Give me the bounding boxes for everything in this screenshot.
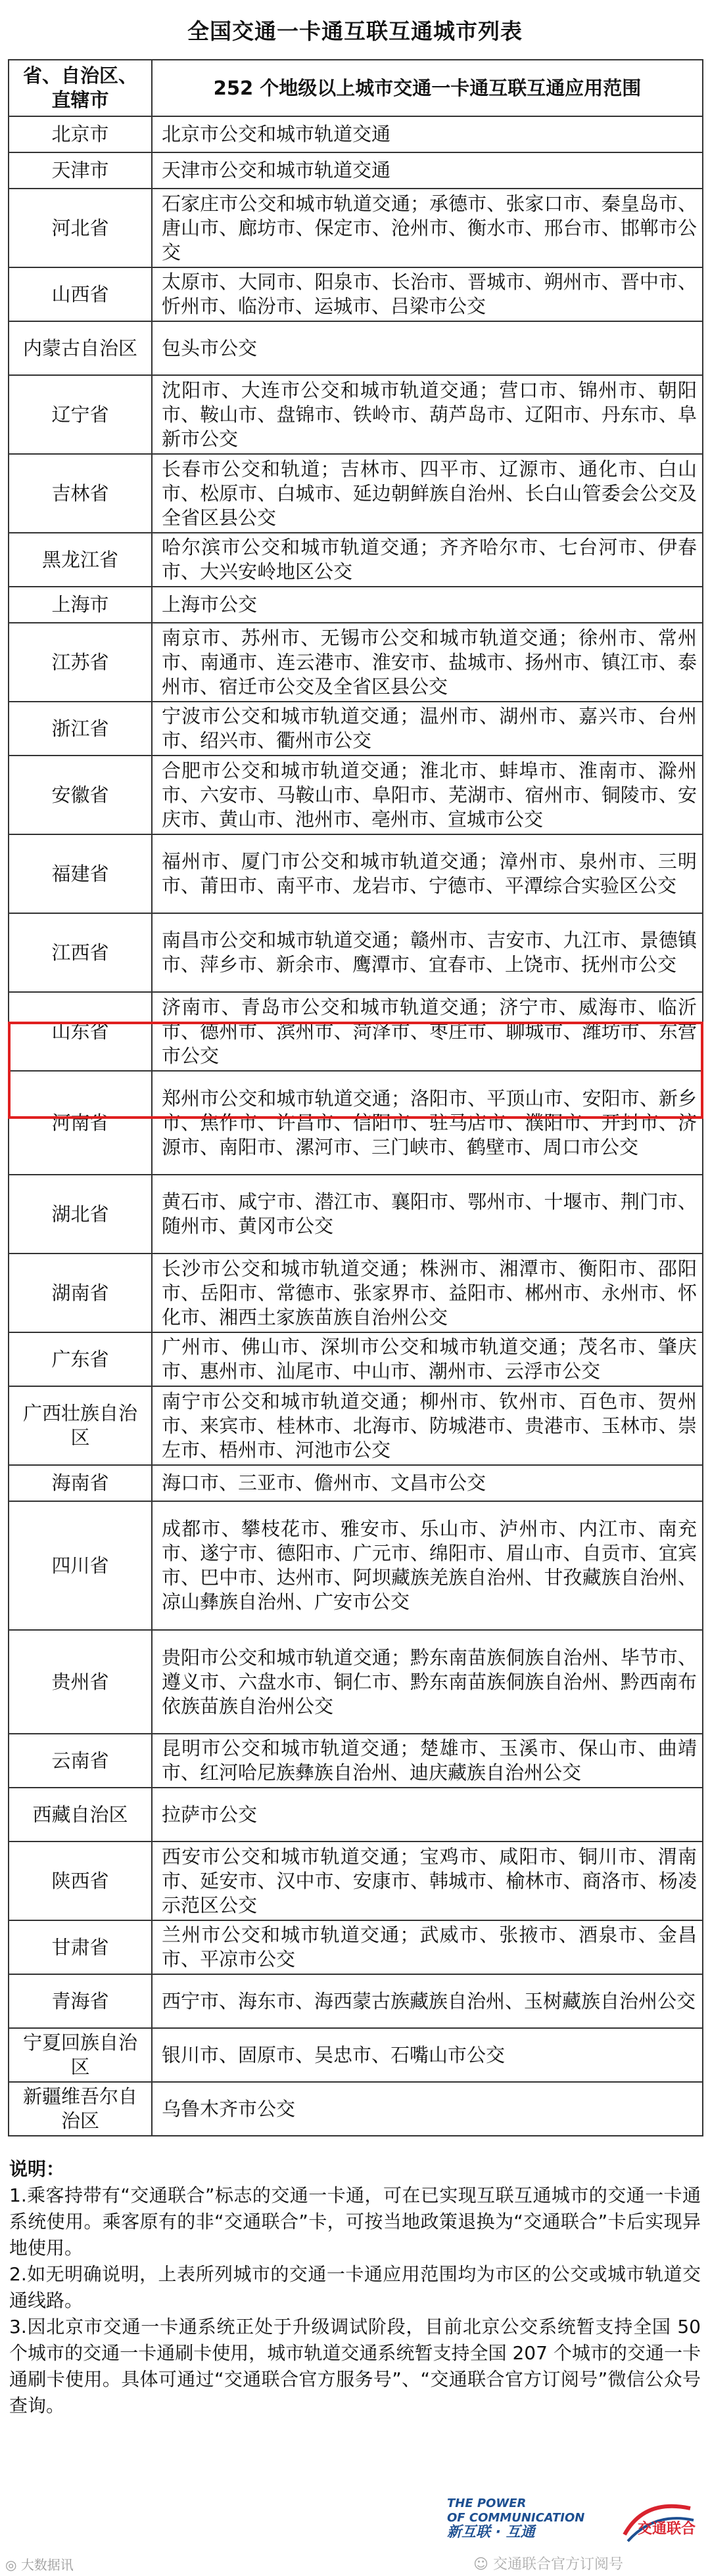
table-row [9,913,703,992]
scope-cell: 西安市公交和城市轨道交通；宝鸡市、咸阳市、铜川市、渭南市、延安市、汉中市、安康市、韩城市、榆林市、商洛市、杨凌示范区公交 [152,1842,703,1920]
province-cell: 北京市 [9,116,152,152]
note-item: 1.乘客持带有“交通联合”标志的交通一卡通，可在已实现互联互通城市的交通一卡通系统使用。乘客原有的非“交通联合”卡，可按当地政策退换为“交通联合”卡后实现异地使用。 [9,2184,701,2259]
scope-cell: 石家庄市公交和城市轨道交通；承德市、张家口市、秦皇岛市、唐山市、廊坊市、保定市、沧州市、衡水市、邢台市、邯郸市公交 [152,189,703,267]
scope-cell: 北京市公交和城市轨道交通 [152,116,703,152]
province-cell: 甘肃省 [9,1920,152,1974]
scope-cell: 拉萨市公交 [152,1788,703,1842]
province-cell: 四川省 [9,1501,152,1630]
province-cell: 山东省 [9,992,152,1071]
table-row [9,1842,703,1920]
scope-cell: 海口市、三亚市、儋州市、文昌市公交 [152,1465,703,1501]
table-row [9,1254,703,1332]
scope-cell: 沈阳市、大连市公交和城市轨道交通；营口市、锦州市、朝阳市、鞍山市、盘锦市、铁岭市、葫芦岛市、辽阳市、丹东市、阜新市公交 [152,375,703,454]
province-cell: 西藏自治区 [9,1788,152,1842]
table-row [9,189,703,267]
table-row [9,587,703,623]
province-cell: 吉林省 [9,454,152,533]
province-cell: 湖北省 [9,1175,152,1254]
scope-cell: 包头市公交 [152,321,703,375]
table-row [9,321,703,375]
table-row [9,152,703,189]
province-cell: 河北省 [9,189,152,267]
scope-cell: 贵阳市公交和城市轨道交通；黔东南苗族侗族自治州、毕节市、遵义市、六盘水市、铜仁市、黔东南苗族侗族自治州、黔西南布依族苗族自治州公交 [152,1630,703,1734]
table-row [9,1071,703,1175]
slogan-line: THE POWER [447,2497,527,2510]
scope-cell: 成都市、攀枝花市、雅安市、乐山市、泸州市、内江市、南充市、遂宁市、德阳市、广元市、绵阳市、眉山市、自贡市、宜宾市、巴中市、达州市、阿坝藏族羌族自治州、甘孜藏族自治州、凉山彝族自治州、广安市公交 [152,1501,703,1630]
scope-cell: 上海市公交 [152,587,703,623]
province-cell: 新疆维吾尔自治区 [9,2082,152,2136]
table-row [9,267,703,321]
scope-cell: 南京市、苏州市、无锡市公交和城市轨道交通；徐州市、常州市、南通市、连云港市、淮安市、盐城市、扬州市、镇江市、泰州市、宿迁市公交及全省区县公交 [152,623,703,702]
source-text: 大数据讯 [20,2557,74,2573]
table-row [9,1175,703,1254]
page-title: 全国交通一卡通互联互通城市列表 [187,18,523,44]
scope-cell: 西宁市、海东市、海西蒙古族藏族自治州、玉树藏族自治州公交 [152,1974,703,2028]
province-cell: 福建省 [9,834,152,913]
brand-text: 新互联 · 互通 [447,2524,535,2541]
table-row [9,702,703,756]
table-row [9,375,703,454]
scope-cell: 长沙市公交和城市轨道交通；株洲市、湘潭市、衡阳市、邵阳市、岳阳市、常德市、张家界市、益阳市、郴州市、永州市、怀化市、湘西土家族苗族自治州公交 [152,1254,703,1332]
province-cell: 浙江省 [9,702,152,756]
province-cell: 江苏省 [9,623,152,702]
wechat-icon: ☺ [473,2556,488,2573]
scope-cell: 太原市、大同市、阳泉市、长治市、晋城市、朔州市、晋中市、忻州市、临汾市、运城市、吕梁市公交 [152,267,703,321]
table-row [9,1630,703,1734]
province-cell: 上海市 [9,587,152,623]
province-cell: 辽宁省 [9,375,152,454]
svg-text:交通联合: 交通联合 [638,2521,696,2537]
province-cell: 黑龙江省 [9,533,152,587]
scope-cell: 郑州市公交和城市轨道交通；洛阳市、平顶山市、安阳市、新乡市、焦作市、许昌市、信阳市、驻马店市、濮阳市、开封市、济源市、南阳市、漯河市、三门峡市、鹤壁市、周口市公交 [152,1071,703,1175]
scope-cell: 兰州市公交和城市轨道交通；武威市、张掖市、酒泉市、金昌市、平凉市公交 [152,1920,703,1974]
province-cell: 青海省 [9,1974,152,2028]
watermark [473,2553,623,2573]
notes-section [9,2156,701,2419]
watermark-text: 交通联合官方订阅号 [492,2556,623,2573]
table-row [9,454,703,533]
table-row [9,2028,703,2082]
table-row [9,533,703,587]
province-cell: 贵州省 [9,1630,152,1734]
province-cell: 云南省 [9,1734,152,1788]
scope-cell: 济南市、青岛市公交和城市轨道交通；济宁市、威海市、临沂市、德州市、滨州市、菏泽市、枣庄市、聊城市、潍坊市、东营市公交 [152,992,703,1071]
scope-cell: 天津市公交和城市轨道交通 [152,152,703,189]
province-cell: 天津市 [9,152,152,189]
province-cell: 海南省 [9,1465,152,1501]
province-cell: 湖南省 [9,1254,152,1332]
scope-cell: 广州市、佛山市、深圳市公交和城市轨道交通；茂名市、肇庆市、惠州市、汕尾市、中山市、潮州市、云浮市公交 [152,1332,703,1386]
note-item: 3.因北京市交通一卡通系统正处于升级调试阶段，目前北京公交系统暂支持全国 50 个城市的交通一卡通刷卡使用，城市轨道交通系统暂支持全国 207 个城市的交通一卡通刷卡使用。具体可通过“交通联合官方服务号”、“交通联合官方订阅号”微信公众号查询。 [9,2316,701,2416]
scope-cell: 黄石市、咸宁市、潜江市、襄阳市、鄂州市、十堰市、荆门市、随州市、黄冈市公交 [152,1175,703,1254]
scope-cell: 宁波市公交和城市轨道交通；温州市、湖州市、嘉兴市、台州市、绍兴市、衢州市公交 [152,702,703,756]
province-cell: 河南省 [9,1071,152,1175]
slogan-line: OF COMMUNICATION [447,2511,585,2525]
slogan [447,2497,584,2540]
table-row [9,116,703,152]
province-cell: 山西省 [9,267,152,321]
table-row-highlighted [9,992,703,1071]
table-row [9,1465,703,1501]
table-header-row [9,60,703,116]
notes-title: 说明： [9,2158,65,2180]
header-scope: 252 个地级以上城市交通一卡通互联互通应用范围 [152,60,703,116]
cities-table [8,59,703,2136]
scope-cell: 银川市、固原市、吴忠市、石嘴山市公交 [152,2028,703,2082]
camera-icon: ◎ [5,2557,17,2573]
scope-cell: 福州市、厦门市公交和城市轨道交通；漳州市、泉州市、三明市、莆田市、南平市、龙岩市、宁德市、平潭综合实验区公交 [152,834,703,913]
scope-cell: 合肥市公交和城市轨道交通；淮北市、蚌埠市、淮南市、滁州市、六安市、马鞍山市、阜阳市、芜湖市、宿州市、铜陵市、安庆市、黄山市、池州市、亳州市、宣城市公交 [152,756,703,834]
province-cell: 陕西省 [9,1842,152,1920]
province-cell: 宁夏回族自治区 [9,2028,152,2082]
province-cell: 内蒙古自治区 [9,321,152,375]
scope-cell: 长春市公交和轨道；吉林市、四平市、辽源市、通化市、白山市、松原市、白城市、延边朝鲜族自治州、长白山管委会公交及全省区县公交 [152,454,703,533]
table-row [9,1788,703,1842]
scope-cell: 哈尔滨市公交和城市轨道交通；齐齐哈尔市、七台河市、伊春市、大兴安岭地区公交 [152,533,703,587]
footer [0,2490,710,2576]
table-row [9,1332,703,1386]
table-row [9,834,703,913]
scope-cell: 乌鲁木齐市公交 [152,2082,703,2136]
table-row [9,1920,703,1974]
table-row [9,623,703,702]
table-row [9,1974,703,2028]
transport-union-logo [618,2495,697,2548]
table-row [9,1734,703,1788]
table-row [9,1501,703,1630]
source-label [5,2554,74,2573]
note-item: 2.如无明确说明，上表所列城市的交通一卡通应用范围均为市区的公交或城市轨道交通线路。 [9,2263,701,2311]
header-province: 省、自治区、直辖市 [9,60,152,116]
table-row [9,2082,703,2136]
table-row [9,756,703,834]
province-cell: 广东省 [9,1332,152,1386]
scope-cell: 南宁市公交和城市轨道交通；柳州市、钦州市、百色市、贺州市、来宾市、桂林市、北海市、防城港市、贵港市、玉林市、崇左市、梧州市、河池市公交 [152,1386,703,1465]
scope-cell: 昆明市公交和城市轨道交通；楚雄市、玉溪市、保山市、曲靖市、红河哈尼族彝族自治州、迪庆藏族自治州公交 [152,1734,703,1788]
province-cell: 广西壮族自治区 [9,1386,152,1465]
scope-cell: 南昌市公交和城市轨道交通；赣州市、吉安市、九江市、景德镇市、萍乡市、新余市、鹰潭市、宜春市、上饶市、抚州市公交 [152,913,703,992]
province-cell: 江西省 [9,913,152,992]
table-row [9,1386,703,1465]
province-cell: 安徽省 [9,756,152,834]
